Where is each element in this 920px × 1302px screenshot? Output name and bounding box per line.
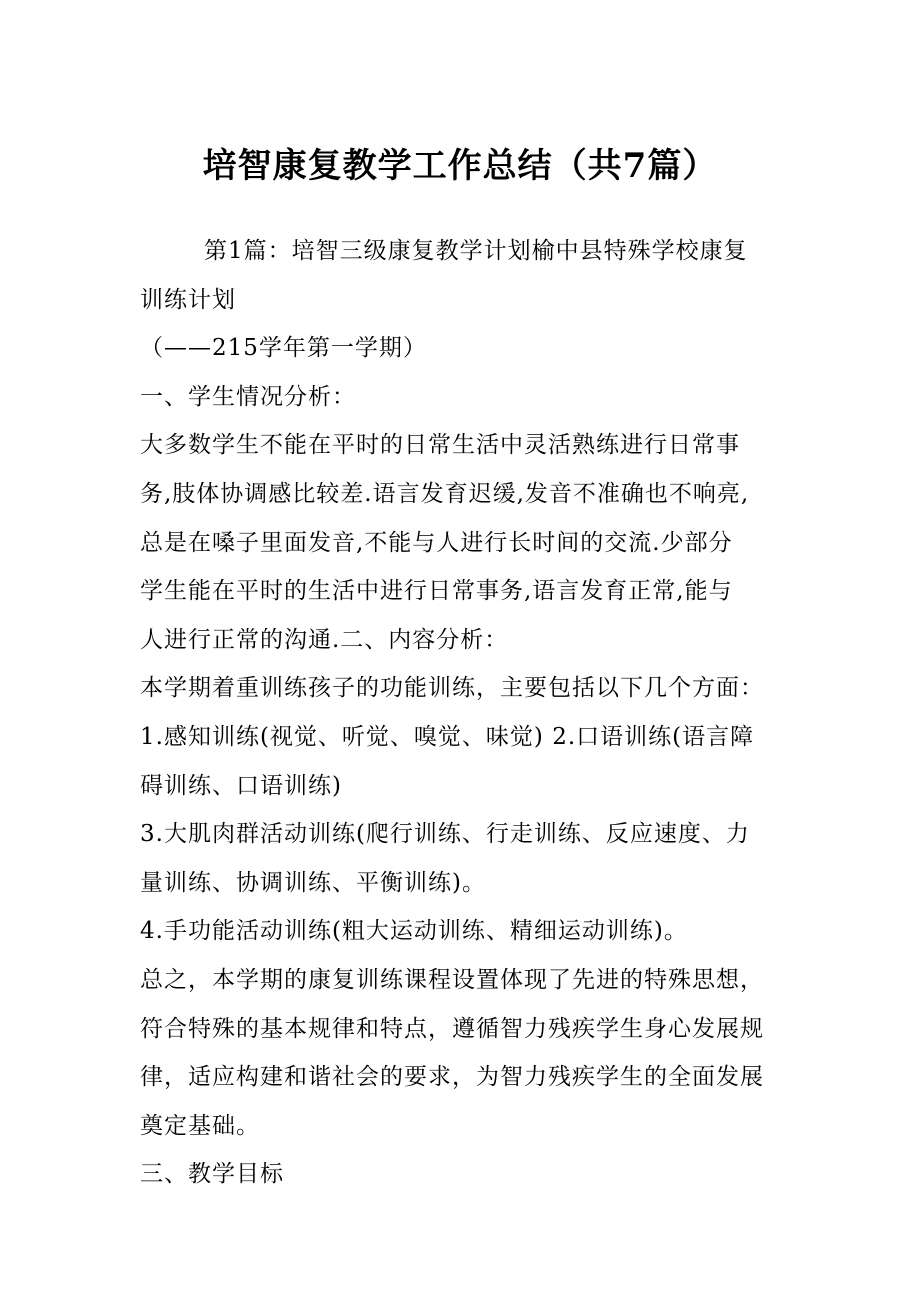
paragraph-line: 符合特殊的基本规律和特点，遵循智力残疾学生身心发展规 bbox=[140, 1015, 764, 1042]
paragraph-line: 训练计划 bbox=[140, 286, 236, 313]
paragraph-line: 总是在嗓子里面发音,不能与人进行长时间的交流.少部分 bbox=[140, 529, 733, 556]
paragraph-line: （——215学年第一学期） bbox=[140, 335, 427, 362]
paragraph-line: 律，适应构建和谐社会的要求，为智力残疾学生的全面发展 bbox=[140, 1064, 764, 1091]
document-title: 培智康复教学工作总结（共7篇） bbox=[202, 146, 718, 186]
paragraph-line: 人进行正常的沟通.二、内容分析： bbox=[140, 626, 509, 653]
paragraph-line: 量训练、协调训练、平衡训练)。 bbox=[140, 869, 486, 896]
paragraph-line: 本学期着重训练孩子的功能训练，主要包括以下几个方面： bbox=[140, 675, 764, 702]
paragraph-line: 碍训练、口语训练) bbox=[140, 772, 342, 799]
paragraph-line: 1.感知训练(视觉、听觉、嗅觉、味觉) 2.口语训练(语言障 bbox=[140, 723, 755, 750]
paragraph-line: 务,肢体协调感比较差.语言发育迟缓,发音不准确也不响亮, bbox=[140, 480, 750, 507]
paragraph-line: 大多数学生不能在平时的日常生活中灵活熟练进行日常事 bbox=[140, 432, 740, 459]
paragraph-line: 总之，本学期的康复训练课程设置体现了先进的特殊思想， bbox=[140, 966, 764, 993]
paragraph-line: 3.大肌肉群活动训练(爬行训练、行走训练、反应速度、力 bbox=[140, 821, 750, 848]
paragraph-line: 4.手功能活动训练(粗大运动训练、精细运动训练)。 bbox=[140, 918, 688, 945]
paragraph-line: 第1篇：培智三级康复教学计划榆中县特殊学校康复 bbox=[204, 238, 748, 264]
document-body bbox=[140, 227, 788, 1199]
paragraph-line: 学生能在平时的生活中进行日常事务,语言发育正常,能与 bbox=[140, 578, 733, 605]
section-heading: 三、教学目标 bbox=[140, 1161, 284, 1188]
paragraph-line: 奠定基础。 bbox=[140, 1112, 260, 1139]
section-heading: 一、学生情况分析： bbox=[140, 383, 356, 410]
